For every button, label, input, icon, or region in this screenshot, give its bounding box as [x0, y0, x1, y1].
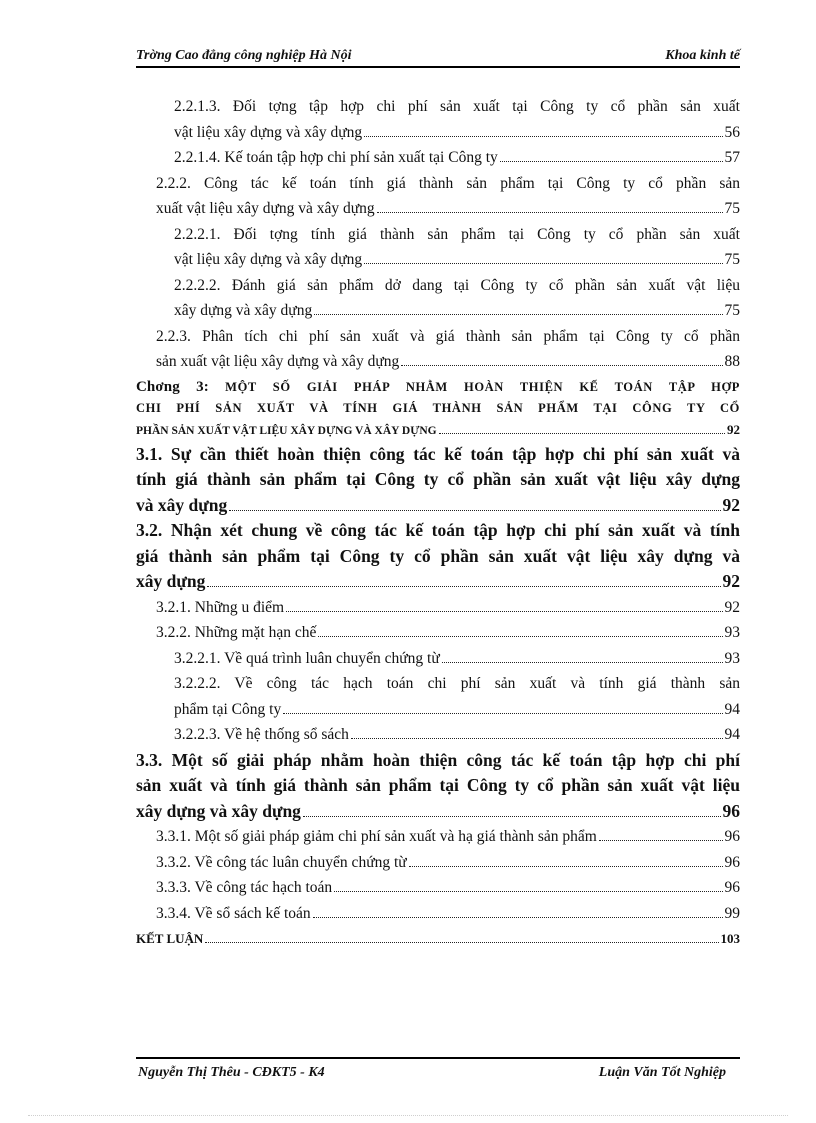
toc-entry-2-2-1-4: [136, 145, 740, 171]
toc-page-number: 75: [724, 302, 740, 319]
toc-section-3-3: [136, 748, 740, 825]
toc-page-number: 56: [724, 123, 740, 141]
toc-entry-3-2-2-1: [136, 646, 740, 672]
toc-page-number: 75: [724, 251, 740, 268]
toc-page-number: 88: [724, 353, 740, 370]
toc-entry-text: vật liệu xây dựng và xây dựng: [174, 123, 363, 141]
toc-chapter-3: [136, 377, 740, 442]
toc-entry-text: 3.3.3. Về công tác hạch toán: [156, 879, 333, 896]
chapter-label: Chơng 3:: [136, 378, 209, 395]
toc-entry-text: 3.2.2.2. Về công tác hạch toán chi phí sản xuất và tính giá thành sản: [174, 675, 740, 692]
toc-entry-text: 3.2.1. Những u điểm: [156, 598, 285, 616]
toc-entry-text: 3.3.4. Về sổ sách kế toán: [156, 904, 311, 922]
toc-page-number: 96: [724, 828, 740, 845]
toc-entry-3-2-2: [136, 620, 740, 646]
toc-page-number: 57: [724, 149, 740, 166]
toc-page-number: 92: [722, 494, 740, 515]
toc-entry-2-2-3: [136, 324, 740, 375]
toc-entry-text: xuất vật liệu xây dựng và xây dựng: [156, 200, 375, 217]
toc-entry-3-3-3: [136, 875, 740, 901]
page-edge-divider: [28, 1115, 788, 1116]
toc-entry-3-2-1: [136, 595, 740, 621]
toc-entry-text: CHI PHÍ SẢN XUẤT VÀ TÍNH GIÁ THÀNH SẢN PHẨM TẠI CÔNG TY CỔ: [136, 400, 740, 415]
toc-entry-2-2-2-1: [136, 222, 740, 273]
toc-entry-text: 2.2.1.4. Kế toán tập hợp chi phí sản xuất tại Công ty: [174, 149, 498, 166]
toc-entry-3-3-4: [136, 901, 740, 927]
toc-page-number: 99: [724, 904, 740, 922]
toc-entry-3-3-1: [136, 824, 740, 850]
toc-entry-text: 3.2.2.1. Về quá trình luân chuyển chứng từ: [174, 649, 440, 667]
toc-entry-text: phẩm tại Công ty: [174, 700, 282, 718]
toc-conclusion: [136, 928, 740, 950]
toc-entry-2-2-2-2: [136, 273, 740, 324]
header-faculty-name: Khoa kinh tế: [665, 48, 740, 63]
toc-section-3-2: [136, 518, 740, 595]
toc-entry-text: và xây dựng: [136, 494, 228, 515]
header-school-name: Trờng Cao đẳng công nghiệp Hà Nội: [136, 48, 352, 63]
toc-page-number: 103: [720, 931, 740, 946]
toc-section-3-1: [136, 442, 740, 519]
toc-entry-text: vật liệu xây dựng và xây dựng: [174, 251, 363, 268]
toc-entry-text: 3.3. Một số giải pháp nhằm hoàn thiện công tác kế toán tập hợp chi phí: [136, 749, 740, 770]
toc-page-number: 96: [724, 879, 740, 896]
toc-entry-3-2-2-3: [136, 722, 740, 748]
toc-entry-text: 3.1. Sự cần thiết hoàn thiện công tác kế toán tập hợp chi phí sản xuất và: [136, 443, 740, 464]
page-header: [136, 46, 740, 68]
footer-author: Nguyễn Thị Thêu - CĐKT5 - K4: [138, 1065, 325, 1080]
toc-entry-3-2-2-2: [136, 671, 740, 722]
toc-entry-text: MỘT SỐ GIẢI PHÁP NHẰM HOÀN THIỆN KẾ TOÁN TẬP HỢP: [225, 379, 741, 394]
toc-page-number: 92: [724, 598, 740, 616]
page-footer: [136, 1057, 740, 1081]
toc-entry-text: sản xuất vật liệu xây dựng và xây dựng: [156, 353, 400, 370]
toc-entry-text: xây dựng và xây dựng: [136, 800, 301, 821]
toc-entry-text: PHẦN SẢN XUẤT VẬT LIỆU XÂY DỰNG VÀ XÂY DỰNG: [136, 424, 437, 437]
toc-entry-text: sản xuất và tính giá thành sản phẩm tại Công ty cổ phần sản xuất vật liệu: [136, 775, 740, 795]
toc-entry-text: 3.2. Nhận xét chung về công tác kế toán tập hợp chi phí sản xuất và tính: [136, 520, 740, 540]
toc-entry-2-2-2: [136, 171, 740, 222]
toc-entry-text: giá thành sản phẩm tại Công ty cổ phần sản xuất vật liệu xây dựng và: [136, 545, 740, 566]
toc-page-number: 93: [724, 624, 740, 641]
toc-page-number: 94: [724, 726, 740, 743]
toc-entry-text: 2.2.2.1. Đối tợng tính giá thành sản phẩm tại Công ty cổ phần sản xuất: [174, 225, 740, 243]
toc-entry-text: KẾT LUẬN: [136, 931, 204, 946]
toc-entry-3-3-2: [136, 850, 740, 876]
toc-entry-text: xây dựng và xây dựng: [174, 302, 313, 319]
toc-entry-2-2-1-3: [136, 94, 740, 145]
footer-document-type: Luận Văn Tốt Nghiệp: [598, 1065, 726, 1080]
toc-page-number: 94: [724, 700, 740, 718]
table-of-contents: [136, 94, 740, 950]
toc-entry-text: tính giá thành sản phẩm tại Công ty cổ phần sản xuất vật liệu xây dựng: [136, 469, 740, 489]
toc-entry-text: 2.2.2. Công tác kế toán tính giá thành sản phẩm tại Công ty cổ phần sản: [156, 174, 740, 192]
toc-entry-text: 2.2.1.3. Đối tợng tập hợp chi phí sản xuất tại Công ty cổ phần sản xuất: [174, 98, 740, 115]
toc-entry-text: 3.2.2.3. Về hệ thống sổ sách: [174, 726, 349, 743]
toc-page-number: 75: [724, 200, 740, 217]
toc-entry-text: 3.3.1. Một số giải pháp giảm chi phí sản xuất và hạ giá thành sản phẩm: [156, 828, 597, 845]
toc-entry-text: 3.3.2. Về công tác luân chuyển chứng từ: [156, 853, 407, 871]
toc-entry-text: 2.2.3. Phân tích chi phí sản xuất và giá thành sản phẩm tại Công ty cổ phần: [156, 327, 740, 345]
toc-entry-text: 3.2.2. Những mặt hạn chế: [156, 624, 317, 641]
toc-entry-text: xây dựng: [136, 571, 206, 591]
toc-page-number: 92: [727, 421, 740, 437]
toc-entry-text: 2.2.2.2. Đánh giá sản phẩm dở dang tại Công ty cổ phần sản xuất vật liệu: [174, 276, 740, 294]
toc-page-number: 96: [724, 853, 740, 871]
toc-page-number: 93: [724, 649, 740, 667]
toc-page-number: 92: [722, 571, 740, 591]
toc-page-number: 96: [722, 800, 740, 821]
